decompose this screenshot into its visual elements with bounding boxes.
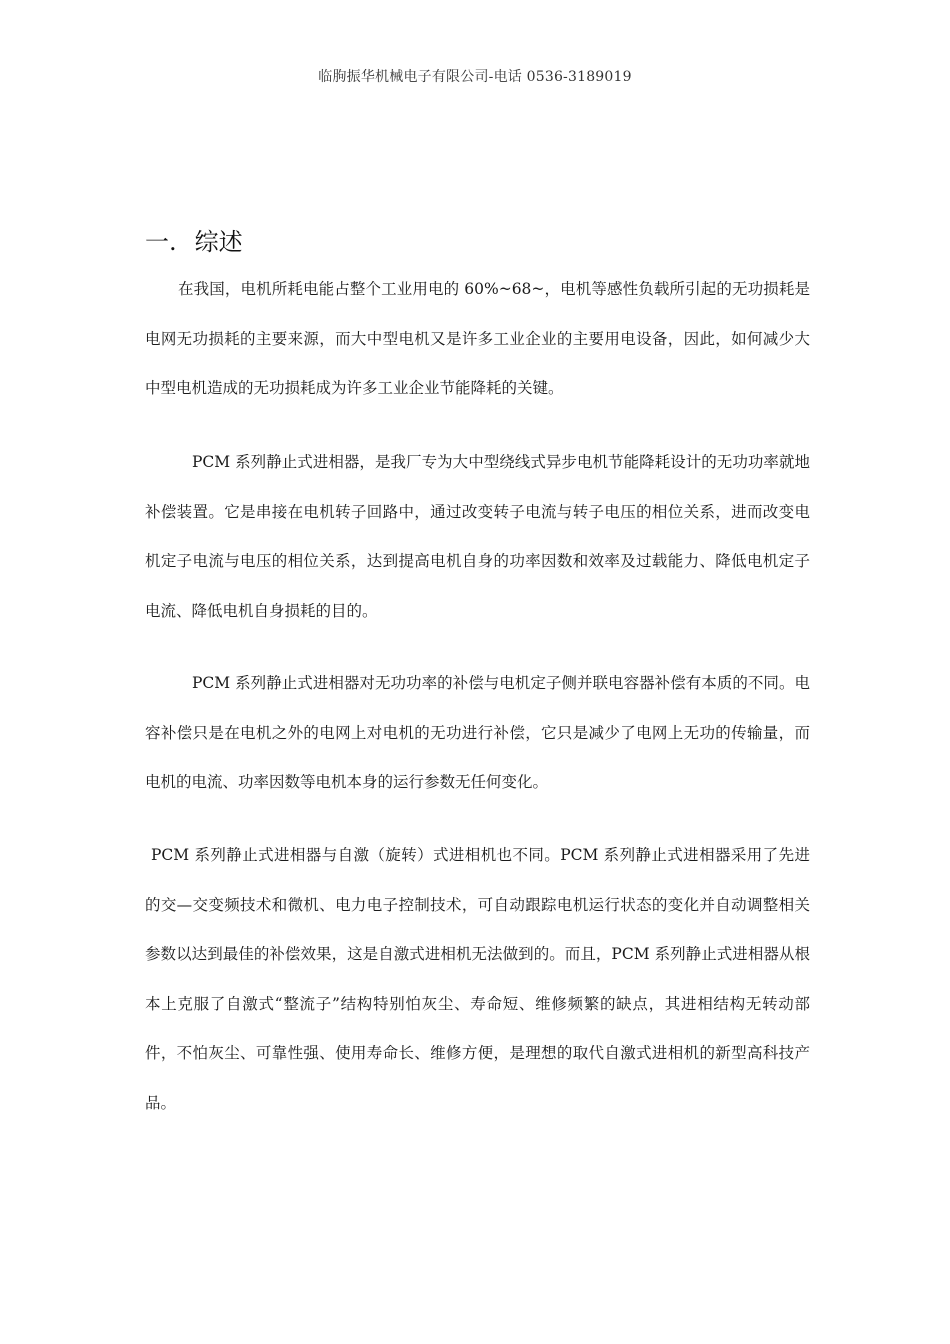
paragraph-overview-energy: 在我国，电机所耗电能占整个工业用电的 60%~68~，电机等感性负载所引起的无功损耗是电网无功损耗的主要来源，而大中型电机又是许多工业企业的主要用电设备，因此，如何减少大中型电机造成的无功损耗成为许多工业企业节能降耗的关键。 bbox=[145, 280, 810, 397]
section-title: 综述 bbox=[194, 228, 243, 256]
page-header: 临朐振华机械电子有限公司-电话 0536-3189019 bbox=[318, 69, 632, 85]
paragraph-rotary-comparison: PCM 系列静止式进相器与自激（旋转）式进相机也不同。PCM 系列静止式进相器采用了先进的交—交变频技术和微机、电力电子控制技术，可自动跟踪电机运行状态的变化并自动调整相关参数以达到最佳的补偿效果，这是自激式进相机无法做到的。而且，PCM 系列静止式进相器从根本上克服了自激式“整流子”结构特别怕灰尘、寿命短、维修频繁的缺点，其进相结构无转动部件，不怕灰尘、可靠性强、使用寿命长、维修方便，是理想的取代自激式进相机的新型高科技产品。 bbox=[145, 846, 810, 1112]
paragraph-capacitor-comparison: PCM 系列静止式进相器对无功功率的补偿与电机定子侧并联电容器补偿有本质的不同。电容补偿只是在电机之外的电网上对电机的无功进行补偿，它只是减少了电网上无功的传输量，而电机的电流、功率因数等电机本身的运行参数无任何变化。 bbox=[145, 674, 810, 791]
paragraph-pcm-description: PCM 系列静止式进相器，是我厂专为大中型绕线式异步电机节能降耗设计的无功功率就地补偿装置。它是串接在电机转子回路中，通过改变转子电流与转子电压的相位关系，进而改变电机定子电流与电压的相位关系，达到提高电机自身的功率因数和效率及过载能力、降低电机定子电流、降低电机自身损耗的目的。 bbox=[145, 453, 810, 620]
section-number: 一. bbox=[145, 228, 177, 256]
section-heading bbox=[145, 222, 243, 257]
